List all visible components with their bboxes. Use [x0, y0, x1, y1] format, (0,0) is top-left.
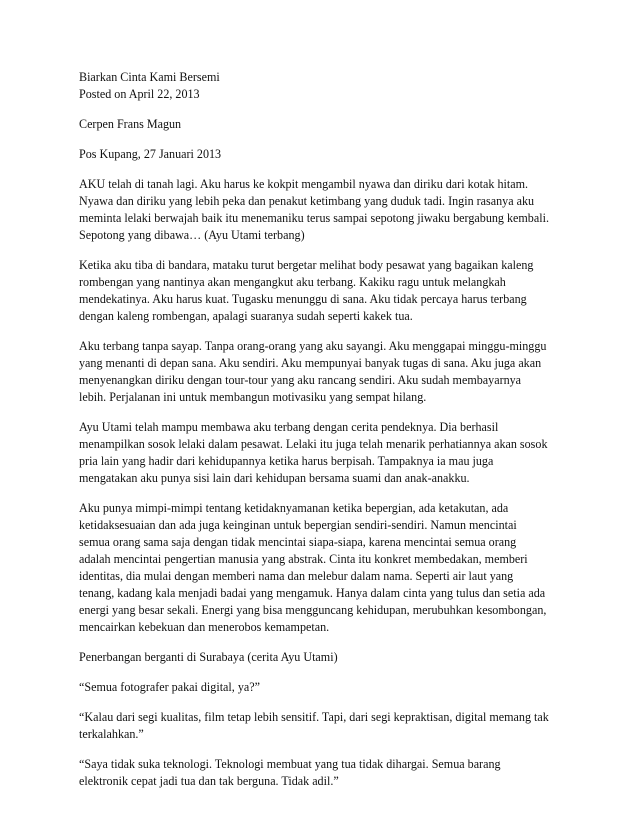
- text-line: menyenangkan diriku dengan tour-tour yang aku rancang sendiri. Aku sudah membayarnya: [79, 373, 522, 387]
- text-line: semua orang sama saja dengan tidak mencintai siapa-siapa, karena mencintai semua orang: [79, 535, 517, 549]
- post-header: [79, 69, 579, 103]
- text-line: Cerpen Frans Magun: [79, 117, 182, 131]
- text-line: identitas, dia mulai dengan memberi nama dan melebur dalam nama. Seperti air laut yang: [79, 569, 514, 583]
- text-line: Aku punya mimpi-mimpi tentang ketidaknyamanan ketika bepergian, ada ketakutan, ada: [79, 501, 509, 515]
- text-line: tenang, kadang kala menjadi badai yang mengamuk. Hanya dalam cinta yang tulus dan setia ada: [79, 586, 546, 600]
- paragraph-p8: [79, 709, 579, 743]
- text-line: energi yang besar sekali. Energi yang bisa mengguncang kehidupan, merubuhkan kesombongan,: [79, 603, 547, 617]
- paragraph-p3: [79, 338, 579, 406]
- paragraph-p6: [79, 649, 579, 666]
- text-line: meminta lelaki berwajah baik itu menemaniku terus sampai sepotong jiwaku bergabung kembali.: [79, 211, 549, 225]
- paragraph-p1: [79, 176, 579, 244]
- paragraph-p7: [79, 679, 579, 696]
- paragraph-p5: [79, 500, 579, 636]
- text-line: ketidaksesuaian dan ada juga keinginan untuk bepergian sendiri-sendiri. Namun mencintai: [79, 518, 517, 532]
- text-line: Aku terbang tanpa sayap. Tanpa orang-orang yang aku sayangi. Aku menggapai minggu-minggu: [79, 339, 547, 353]
- text-line: Pos Kupang, 27 Januari 2013: [79, 147, 222, 161]
- text-line: Ayu Utami telah mampu membawa aku terbang dengan cerita pendeknya. Dia berhasil: [79, 420, 499, 434]
- text-line: rombengan yang nantinya akan mengangkut aku terbang. Kakiku ragu untuk melangkah: [79, 275, 506, 289]
- paragraph-p4: [79, 419, 579, 487]
- paragraph-p2: [79, 257, 579, 325]
- text-line: “Semua fotografer pakai digital, ya?”: [79, 680, 260, 694]
- paragraph-author: [79, 116, 579, 133]
- text-line: “Kalau dari segi kualitas, film tetap lebih sensitif. Tapi, dari segi kepraktisan, digital memang tak: [79, 710, 549, 724]
- text-line: adalah mencintai pengertian manusia yang abstrak. Cinta itu konkret membedakan, memberi: [79, 552, 528, 566]
- text-line: yang menanti di depan sana. Aku sendiri. Aku mempunyai banyak tugas di sana. Aku juga akan: [79, 356, 542, 370]
- post-date: Posted on April 22, 2013: [79, 87, 200, 101]
- text-line: lebih. Perjalanan ini untuk membangun motivasiku yang sempat hilang.: [79, 390, 427, 404]
- document-text: [79, 69, 579, 803]
- text-line: Penerbangan berganti di Surabaya (cerita Ayu Utami): [79, 650, 338, 664]
- text-line: “Saya tidak suka teknologi. Teknologi membuat yang tua tidak dihargai. Semua barang: [79, 757, 501, 771]
- text-line: menampilkan sosok lelaki dalam pesawat. Lelaki itu juga telah menarik perhatiannya akan sosok: [79, 437, 548, 451]
- paragraph-source: [79, 146, 579, 163]
- text-line: mendekatinya. Aku harus kuat. Tugasku menunggu di sana. Aku tidak percaya harus terbang: [79, 292, 527, 306]
- text-line: Sepotong yang dibawa… (Ayu Utami terbang): [79, 228, 305, 242]
- text-line: Nyawa dan diriku yang lebih peka dan penakut ketimbang yang duduk tadi. Ingin rasanya aku: [79, 194, 535, 208]
- text-line: terkalahkan.”: [79, 727, 144, 741]
- text-line: elektronik cepat jadi tua dan tak berguna. Tidak adil.”: [79, 774, 339, 788]
- text-line: dengan kaleng rombengan, apalagi suaranya sudah seperti kakek tua.: [79, 309, 413, 323]
- text-line: Ketika aku tiba di bandara, mataku turut bergetar melihat body pesawat yang bagaikan kaleng: [79, 258, 534, 272]
- paragraph-p9: [79, 756, 579, 790]
- text-line: mengatakan aku punya sisi lain dari kehidupan bersama suami dan anak-anakku.: [79, 471, 470, 485]
- text-line: pria lain yang hadir dari kehidupannya ketika harus berpisah. Tampaknya ia mau juga: [79, 454, 494, 468]
- post-title: Biarkan Cinta Kami Bersemi: [79, 70, 220, 84]
- text-line: AKU telah di tanah lagi. Aku harus ke kokpit mengambil nyawa dan diriku dari kotak hitam.: [79, 177, 529, 191]
- text-line: mencairkan kebekuan dan menerobos kemampetan.: [79, 620, 330, 634]
- document-body: [79, 116, 579, 790]
